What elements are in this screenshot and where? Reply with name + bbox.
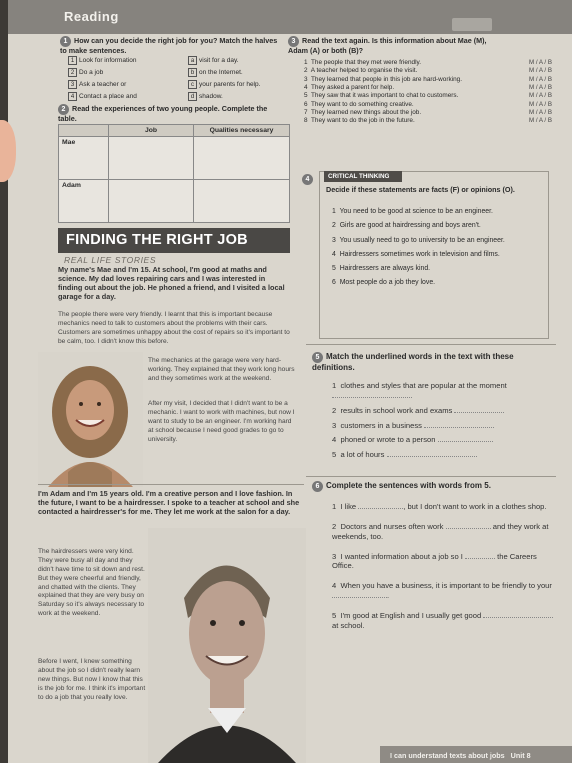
q3-list: 1 The people that they met were friendly. M / A / B 2 A teacher helped to organise the visit. M / A / B 3 They learned that people in this job are hard-working. M / A / B 4 They asked a parent for help. M / A / B 5 They saw that it was important to chat to customers. M / A / B 6 They want to do something creative. M / A / B 7 They learned new things about the job. M / A / B 8 They want to do the job in the future. M / A / B (304, 59, 552, 125)
footer (390, 751, 531, 760)
section-badge (452, 18, 492, 31)
section-title: Reading (64, 9, 119, 24)
table-cell-job[interactable] (109, 180, 194, 223)
q3-item: They asked a parent for help. (311, 83, 395, 91)
mab-choice[interactable]: M / A / B (528, 83, 552, 91)
mae-paragraph-1: The people there were very friendly. I learnt that this is important because mechanics need to talk to customers about the problems with their cars. Customers are sometimes unhappy about the cost of repairs so it's important to be calm, too. I didn't know this before. (58, 311, 290, 345)
question-4-text: Decide if these statements are facts (F) or opinions (O). (326, 185, 515, 194)
question-5-text: Match the underlined words in the text with these definitions. (312, 352, 514, 372)
adam-photo (148, 528, 306, 763)
q1-left-options: 1 Look for information 2 Do a job 3 Ask a teacher or 4 Contact a place and (68, 56, 168, 101)
answer-line[interactable] (465, 553, 495, 559)
table-cell-qualities[interactable] (194, 180, 290, 223)
q4-statement: Most people do a job they love. (339, 279, 436, 287)
question-1-text: How can you decide the right job for you? Match the halves to make sentences. (60, 36, 278, 55)
mae-paragraph-2: The mechanics at the garage were very hard-working. They explained that they work long hours and they sometimes work at the weekend. (148, 357, 295, 382)
question-3-text: Read the text again. Is this information about Mae (M), Adam (A) or both (B)? (288, 36, 487, 55)
q1-left-item: Look for information (79, 57, 137, 64)
experience-table (58, 124, 290, 223)
mab-choice[interactable]: M / A / B (528, 100, 552, 108)
answer-line[interactable] (438, 436, 493, 442)
table-header-empty (59, 125, 109, 137)
adam-intro: I'm Adam and I'm 15 years old. I'm a creative person and I love fashion. In the future, I want to be a hairdresser. I spoke to a teacher at school and she contacted a hairdresser's for me. They let me work at the salon for a day. (38, 489, 300, 516)
q6-sentence-end: at school. (332, 620, 365, 630)
q6-sentence-start: I'm good at English and I usually get good (340, 611, 482, 621)
q1-right-options: a visit for a day. b on the Internet. c your parents for help. d shadow. (188, 56, 288, 101)
q1-right-item: shadow. (199, 93, 223, 100)
question-6-text: Complete the sentences with words from 5. (326, 481, 491, 490)
table-cell-qualities[interactable] (194, 137, 290, 180)
q5-definition: results in school work and exams (340, 405, 453, 415)
mae-intro: My name's Mae and I'm 15. At school, I'm good at maths and science. My dad loves repairing cars and I was interested in finding out about the job. He phoned a friend, and I visited a local garage for a day. (58, 265, 285, 301)
mab-choice[interactable]: M / A / B (528, 59, 552, 66)
workbook-page (8, 0, 572, 763)
question-3 (288, 36, 488, 55)
question-number: 2 (58, 104, 69, 115)
q1-right-item: on the Internet. (199, 69, 243, 76)
adam-paragraph-1: The hairdressers were very kind. They were busy all day and they didn't have time to sit down and rest. But they were cheerful and friendly, and chatted with the clients. They explained that they are very busy on Saturday so it's always necessary to work at the weekend. (38, 548, 145, 618)
question-2-text: Read the experiences of two young people. Complete the table. (58, 104, 268, 123)
q4-statement: Girls are good at hairdressing and boys aren't. (339, 222, 481, 230)
q1-left-item: Do a job (79, 69, 104, 76)
q3-item: They saw that it was important to chat to customers. (311, 92, 459, 100)
answer-line[interactable] (332, 392, 412, 398)
divider (306, 476, 556, 477)
answer-line[interactable] (358, 503, 403, 509)
question-6 (312, 481, 557, 492)
q1-right-item: your parents for help. (199, 81, 261, 88)
q3-item: They want to do the job in the future. (311, 117, 415, 125)
q1-left-item: Ask a teacher or (79, 81, 127, 88)
answer-line[interactable] (483, 612, 553, 618)
q5-definition: phoned or wrote to a person (340, 435, 436, 445)
page-header (8, 0, 572, 34)
q5-definition: customers in a business (340, 420, 422, 430)
table-header-job: Job (109, 125, 194, 137)
q1-left-item: Contact a place and (79, 93, 137, 100)
question-5 (312, 352, 557, 373)
mab-choice[interactable]: M / A / B (528, 67, 552, 75)
article-title: FINDING THE RIGHT JOB (58, 228, 290, 253)
article-subtitle: REAL LIFE STORIES (64, 255, 157, 265)
q5-definition: a lot of hours (340, 450, 385, 460)
q4-list: 1 You need to be good at science to be an engineer. 2 Girls are good at hairdressing and boys aren't. 3 You usually need to go to university to be an engineer. 4 Hairdressers sometimes work in television and films. 5 Hairdressers are always kind. 6 Most people do a job they love. (332, 208, 505, 287)
q3-item: They want to do something creative. (311, 100, 414, 108)
q3-item: A teacher helped to organise the visit. (310, 67, 418, 75)
question-number: 1 (60, 36, 71, 47)
q6-sentence-end: . (387, 591, 390, 601)
q3-item: They learned new things about the job. (311, 108, 422, 116)
mab-choice[interactable]: M / A / B (528, 117, 552, 125)
table-row-label: Mae (59, 137, 109, 180)
divider (306, 344, 556, 345)
answer-line[interactable] (454, 407, 504, 413)
question-number: 3 (288, 36, 299, 47)
q4-statement: Hairdressers sometimes work in television and films. (339, 250, 500, 258)
question-1 (60, 36, 285, 55)
table-header-qualities: Qualities necessary (194, 125, 290, 137)
q4-statement: Hairdressers are always kind. (339, 265, 431, 273)
q6-sentence-end: the Careers Office. (332, 551, 537, 571)
mab-choice[interactable]: M / A / B (528, 108, 552, 116)
q6-list: 1 I like , but I don't want to work in a clothes shop. 2 Doctors and nurses often work and they work at weekends, too. 3 I wanted information about a job so I the Careers Office. 4 When you have a business, it is important to be friendly to your . 5 I'm good at English and I usually get good at school. (332, 502, 552, 630)
table-row-label: Adam (59, 180, 109, 223)
boy-portrait-image (148, 528, 306, 763)
question-number: 5 (312, 352, 323, 363)
answer-line[interactable] (424, 422, 494, 428)
girl-portrait-image (38, 352, 143, 487)
footer-text: I can understand texts about jobs (390, 751, 505, 760)
q4-statement: You usually need to go to university to be an engineer. (339, 236, 505, 244)
mab-choice[interactable]: M / A / B (528, 75, 552, 83)
mae-paragraph-3: After my visit, I decided that I didn't want to be a mechanic. I want to work with machines, but now I want to study to be an engineer. I'm working hard at school because I need good grades to go to university. (148, 400, 295, 443)
q3-item: The people that they met were friendly. (311, 59, 422, 66)
unit-label: Unit 8 (510, 751, 531, 760)
q6-sentence-start: Doctors and nurses often work (340, 521, 444, 531)
q5-list: 1 clothes and styles that are popular at the moment 2 results in school work and exams 3 customers in a business 4 phoned or wrote to a person 5 a lot of hours (332, 381, 507, 460)
question-4-number: 4 (302, 168, 316, 186)
answer-line[interactable] (446, 523, 491, 529)
question-2 (58, 104, 288, 123)
divider (38, 484, 304, 485)
mae-photo (38, 352, 143, 487)
q6-sentence-start: I like (340, 502, 357, 511)
q6-sentence-end: and they work at weekends, too. (332, 521, 549, 541)
q1-right-item: visit for a day. (199, 57, 239, 64)
question-number: 6 (312, 481, 323, 492)
critical-thinking-tag: CRITICAL THINKING (324, 171, 402, 182)
q4-statement: You need to be good at science to be an engineer. (339, 208, 493, 215)
q6-sentence-start: I wanted information about a job so I (340, 551, 463, 561)
q6-sentence-end: , but I don't want to work in a clothes shop. (403, 502, 547, 511)
answer-line[interactable] (387, 451, 477, 457)
q5-definition: clothes and styles that are popular at the moment (340, 381, 507, 390)
q6-sentence-start: When you have a business, it is important to be friendly to your (340, 581, 552, 591)
mab-choice[interactable]: M / A / B (528, 92, 552, 100)
table-cell-job[interactable] (109, 137, 194, 180)
answer-line[interactable] (332, 591, 390, 601)
adam-paragraph-2: Before I went, I knew something about the job so I didn't really learn new things. But now I know that this is the job for me. I think it's important to do a job that you really love. (38, 658, 146, 701)
q3-item: They learned that people in this job are hard-working. (311, 75, 462, 83)
